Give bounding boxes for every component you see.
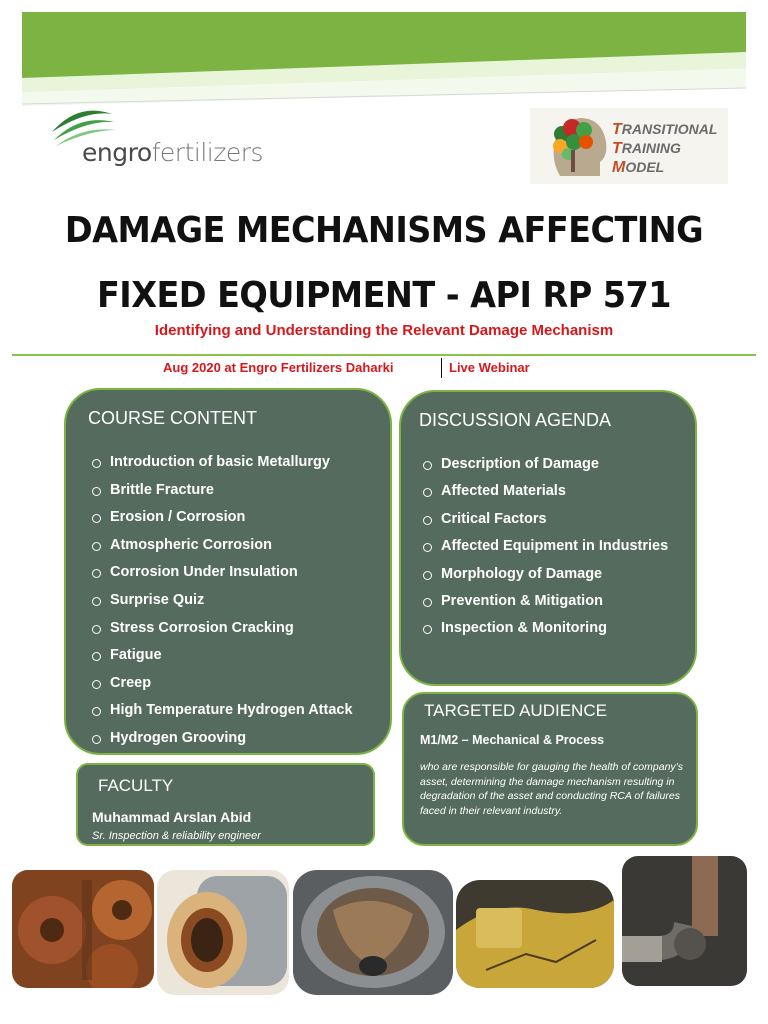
list-item: Description of Damage (441, 456, 668, 483)
discussion-agenda-list (441, 456, 668, 648)
course-content-heading: COURSE CONTENT (88, 408, 258, 428)
list-item: High Temperature Hydrogen Attack (110, 702, 353, 730)
page-title-line-1: DAMAGE MECHANISMS AFFECTING (64, 210, 704, 251)
corroded-vessel-photo (293, 870, 453, 995)
audience-role: M1/M2 – Mechanical & Process (420, 733, 605, 747)
course-content-panel (64, 388, 392, 755)
list-item: Morphology of Damage (441, 566, 668, 593)
list-item: Corrosion Under Insulation (110, 564, 353, 592)
list-item: Introduction of basic Metallurgy (110, 454, 353, 482)
list-item: Creep (110, 675, 353, 703)
cracked-component-photo (456, 880, 614, 988)
divider (12, 354, 756, 356)
list-item: Prevention & Mitigation (441, 593, 668, 620)
discussion-agenda-heading: DISCUSSION AGENDA (419, 410, 612, 430)
faculty-panel (76, 763, 375, 846)
tree-head-icon (538, 112, 610, 180)
event-date-location: Aug 2020 at Engro Fertilizers Daharki (163, 360, 394, 375)
targeted-audience-panel (402, 692, 698, 846)
faculty-name: Muhammad Arslan Abid (92, 809, 252, 825)
insulated-pipe-photo (157, 870, 289, 995)
list-item: Brittle Fracture (110, 482, 353, 510)
header-banner (22, 12, 746, 108)
discussion-agenda-panel (399, 390, 697, 686)
ttm-wordmark: TRANSITIONAL TRAINING MODEL (612, 121, 718, 176)
corroded-gears-photo (12, 870, 154, 988)
faculty-title: Sr. Inspection & reliability engineer (92, 830, 261, 842)
engro-fertilizers-logo (48, 102, 278, 172)
list-item: Inspection & Monitoring (441, 620, 668, 647)
list-item: Erosion / Corrosion (110, 509, 353, 537)
audience-description: who are responsible for gauging the health of company’s asset, determining the damage mechanism resulting in degradation of the asset and conducting RCA of failures faced in their relevant industry. (420, 761, 684, 817)
engro-wordmark: engrofertilizers (82, 138, 264, 167)
corroded-pipe-elbow-photo (622, 856, 747, 986)
faculty-heading: FACULTY (98, 776, 174, 795)
list-item: Hydrogen Grooving (110, 730, 353, 758)
list-item: Atmospheric Corrosion (110, 537, 353, 565)
targeted-audience-heading: TARGETED AUDIENCE (424, 701, 607, 720)
list-item: Surprise Quiz (110, 592, 353, 620)
list-item: Critical Factors (441, 511, 668, 538)
transitional-training-model-logo (530, 108, 728, 184)
event-separator (441, 358, 442, 378)
event-mode: Live Webinar (449, 360, 530, 375)
course-content-list (110, 454, 353, 758)
list-item: Fatigue (110, 647, 353, 675)
list-item: Stress Corrosion Cracking (110, 620, 353, 648)
page-subtitle: Identifying and Understanding the Relevant Damage Mechanism (154, 322, 614, 339)
list-item: Affected Equipment in Industries (441, 538, 668, 565)
page-title-line-2: FIXED EQUIPMENT - API RP 571 (96, 275, 672, 316)
list-item: Affected Materials (441, 483, 668, 510)
